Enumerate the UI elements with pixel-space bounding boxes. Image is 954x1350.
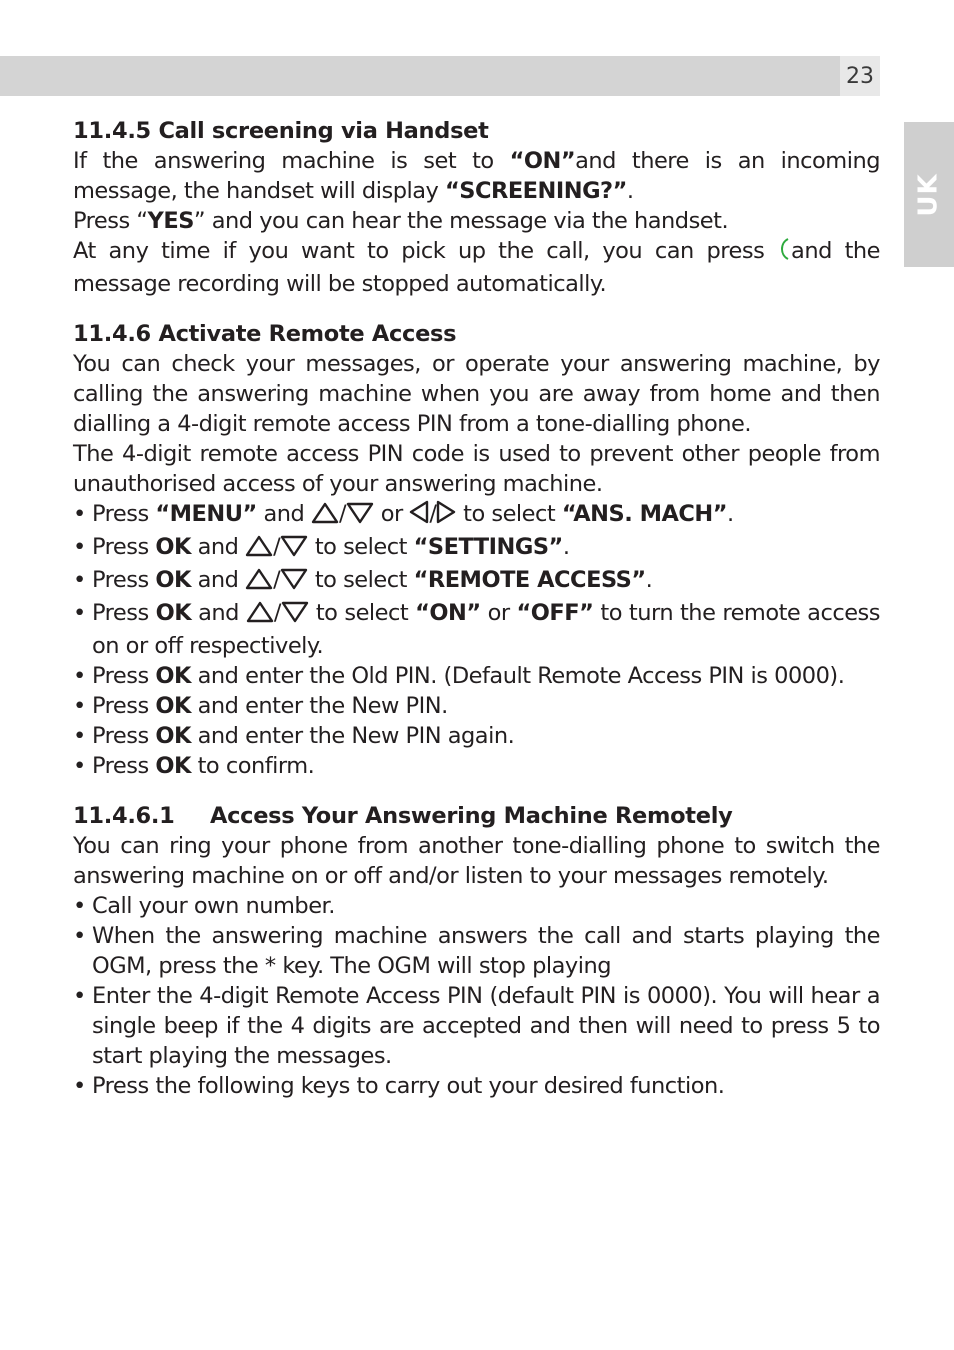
page-number: 23 <box>840 56 880 96</box>
section-heading-11-4-6: 11.4.6 Activate Remote Access <box>73 321 457 347</box>
remote-access-pin-info: The 4-digit remote access PIN code is used to prevent other people from unauthorised access of your answering machine. <box>73 441 880 497</box>
remote-steps <box>73 891 880 1101</box>
up-triangle-icon <box>311 502 339 532</box>
remote-access-intro: You can check your messages, or operate your answering machine, by calling the answering machine when you are away from home and then dialling a 4-digit remote access PIN from a tone-dialling phone. <box>73 351 880 437</box>
section-heading-11-4-6-1 <box>73 801 880 831</box>
up-triangle-icon <box>245 568 273 598</box>
list-item: • Press OK and enter the New PIN again. <box>73 721 880 751</box>
section-heading-11-4-5: 11.4.5 Call screening via Handset <box>73 118 489 144</box>
list-item: • Press “MENU” and / or / to select “ANS. MACH”. <box>73 499 880 532</box>
down-triangle-icon <box>280 535 308 565</box>
list-item: • Press OK and / to select “REMOTE ACCESS”. <box>73 565 880 598</box>
section-title: Access Your Answering Machine Remotely <box>210 803 733 829</box>
list-item: • Press OK and / to select “ON” or “OFF” to turn the remote access on or off respectively. <box>73 598 880 661</box>
list-item: • Press the following keys to carry out your desired function. <box>73 1071 880 1101</box>
list-item: • Press OK and / to select “SETTINGS”. <box>73 532 880 565</box>
down-triangle-icon <box>346 502 374 532</box>
left-triangle-icon <box>409 500 429 532</box>
header-bar <box>0 56 880 96</box>
list-item: • Enter the 4-digit Remote Access PIN (default PIN is 0000). You will hear a single beep if the 4 digits are accepted and then will need to press 5 to start playing the messages. <box>73 981 880 1071</box>
up-triangle-icon <box>245 535 273 565</box>
green-handset-pickup-icon <box>777 237 791 269</box>
list-item: • Press OK and enter the New PIN. <box>73 691 880 721</box>
up-triangle-icon <box>246 601 274 631</box>
down-triangle-icon <box>280 568 308 598</box>
list-item: • Press OK and enter the Old PIN. (Default Remote Access PIN is 0000). <box>73 661 880 691</box>
remote-access-steps <box>73 499 880 781</box>
screening-paragraph: If the answering machine is set to “ON”and there is an incoming message, the handset will display “SCREENING?”. <box>73 148 881 204</box>
pickup-paragraph: At any time if you want to pick up the call, you can press and the message recording will be stopped automatically. <box>73 238 880 297</box>
language-tab-label: UK <box>913 172 944 217</box>
language-tab <box>904 122 954 267</box>
remote-intro-paragraph: You can ring your phone from another tone-dialling phone to switch the answering machine on or off and/or listen to your messages remotely. <box>73 833 880 889</box>
list-item: • Press OK to confirm. <box>73 751 880 781</box>
list-item: • When the answering machine answers the call and starts playing the OGM, press the * key. The OGM will stop playing <box>73 921 880 981</box>
section-number: 11.4.6.1 <box>73 803 175 829</box>
press-yes-paragraph: Press “YES” and you can hear the message via the handset. <box>73 208 729 234</box>
down-triangle-icon <box>281 601 309 631</box>
page-content <box>73 116 880 1101</box>
right-triangle-icon <box>436 500 456 532</box>
list-item: • Call your own number. <box>73 891 880 921</box>
